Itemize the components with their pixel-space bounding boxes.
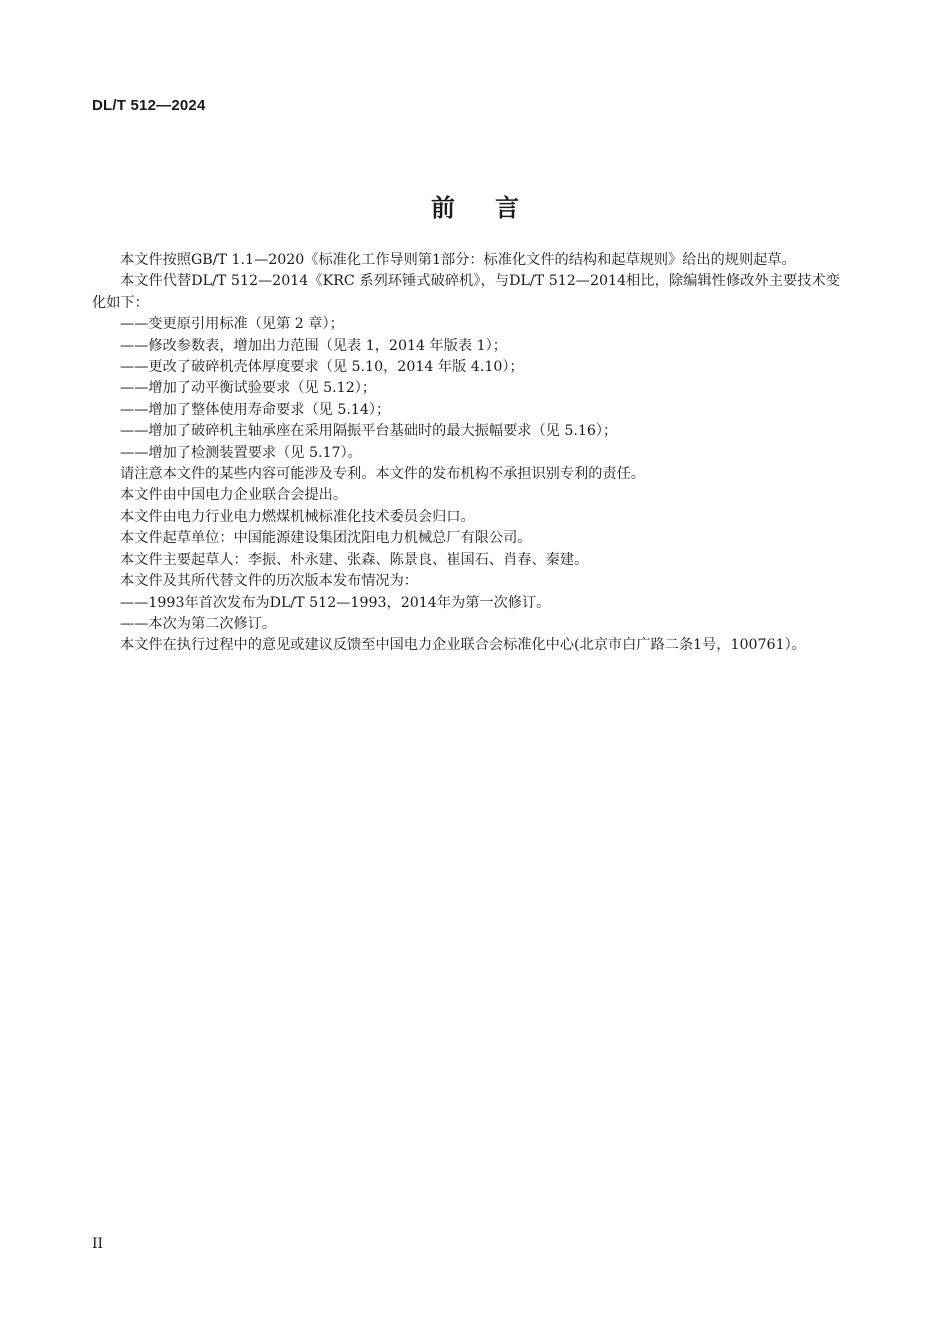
change-item: ——修改参数表，增加出力范围（见表 1，2014 年版表 1）； [120,337,507,354]
page-title: 前言 [431,194,559,222]
change-item: ——变更原引用标准（见第 2 章）； [120,316,344,333]
change-item: ——更改了破碎机壳体厚度要求（见 5.10，2014 年版 4.10）； [120,359,524,376]
paragraph-feedback: 本文件在执行过程中的意见或建议反馈至中国电力企业联合会标准化中心(北京市白广路二条1号，100761）。 [120,637,806,654]
paragraph-history-intro: 本文件及其所代替文件的历次版本发布情况为： [120,573,418,590]
paragraph-proposer: 本文件由中国电力企业联合会提出。 [120,487,348,504]
history-item: ——本次为第二次修订。 [120,615,277,632]
history-item: ——1993年首次发布为DL/T 512—1993，2014年为第一次修订。 [120,594,551,611]
change-item: ——增加了破碎机主轴承座在采用隔振平台基础时的最大振幅要求（见 5.16）； [120,423,618,440]
page-number: II [92,1236,104,1252]
paragraph-patent-notice: 请注意本文件的某些内容可能涉及专利。本文件的发布机构不承担识别专利的责任。 [120,466,645,483]
foreword-body [92,250,840,657]
paragraph-drafting-rules: 本文件按照GB/T 1.1—2020《标准化工作导则第1部分：标准化文件的结构和起草规则》给出的规则起草。 [120,252,796,268]
paragraph-replaces: 本文件代替DL/T 512—2014《KRC 系列环锤式破碎机》，与DL/T 512—2014相比，除编辑性修改外主要技术变化如下： [92,273,840,311]
change-item: ——增加了动平衡试验要求（见 5.12）； [120,380,377,397]
paragraph-drafters: 本文件主要起草人：李振、朴永建、张森、陈景良、崔国石、肖春、秦建。 [120,551,589,568]
change-item: ——增加了整体使用寿命要求（见 5.14）； [120,401,391,418]
change-item: ——增加了检测装置要求（见 5.17）。 [120,444,362,461]
paragraph-responsible-committee: 本文件由电力行业电力燃煤机械标准化技术委员会归口。 [120,508,475,525]
paragraph-drafting-unit: 本文件起草单位：中国能源建设集团沈阳电力机械总厂有限公司。 [120,530,532,547]
document-code: DL/T 512—2024 [92,97,206,114]
